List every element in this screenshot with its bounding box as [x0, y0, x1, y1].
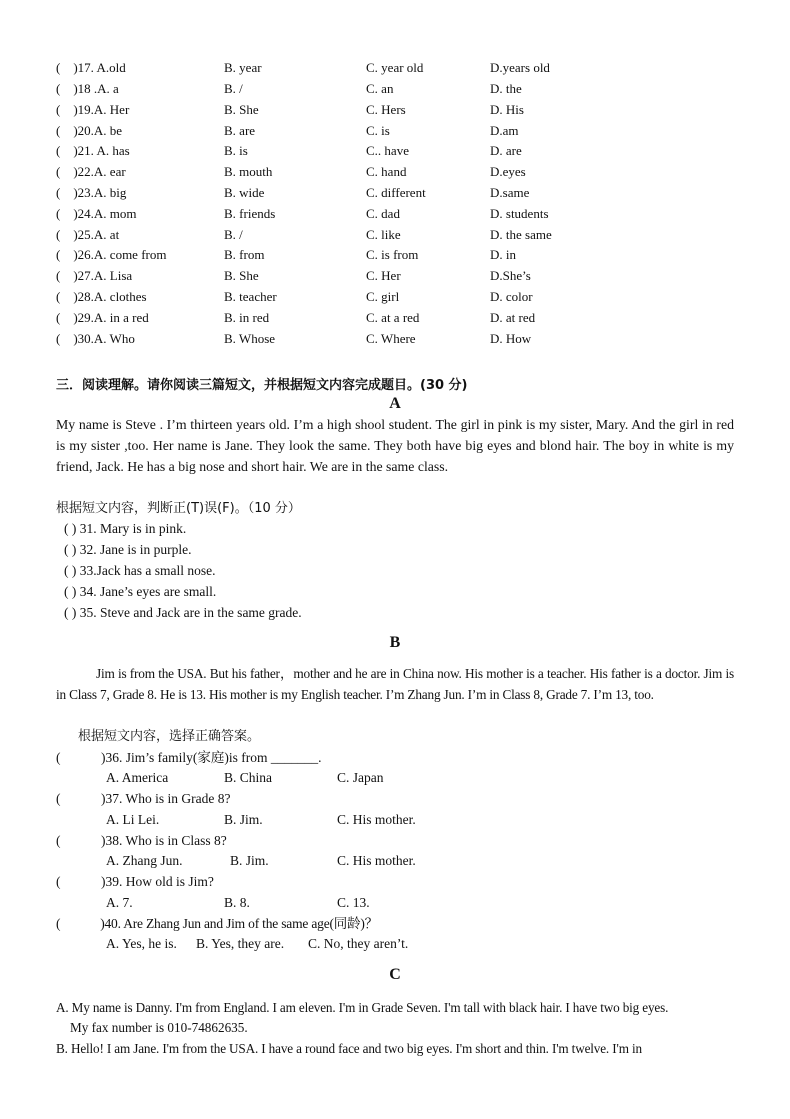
option-b: B. Whose	[224, 331, 276, 346]
option-c: C. Japan	[337, 770, 384, 785]
mc-question: ( )40. Are Zhang Jun and Jim of the same age(同龄)？	[56, 916, 378, 931]
passage-a-label: A	[389, 395, 401, 412]
choice-row	[0, 162, 790, 182]
option-b: B. mouth	[224, 164, 273, 179]
option-c: C. Where	[366, 331, 416, 346]
question-number: ( )22.A. ear	[56, 164, 126, 179]
option-c: C. is from	[366, 247, 419, 262]
choice-row	[0, 245, 790, 265]
tf-question: ( ) 35. Steve and Jack are in the same grade.	[64, 605, 302, 620]
option-b: B. China	[224, 770, 273, 785]
option-c: C. dad	[366, 206, 400, 221]
option-b: B. She	[224, 268, 259, 283]
passage-b-instruction: 根据短文内容，选择正确答案。	[78, 729, 261, 744]
option-c: C. at a red	[366, 310, 420, 325]
choice-row	[0, 58, 790, 78]
option-d: D. the	[490, 81, 522, 96]
tf-question: ( ) 33.Jack has a small nose.	[64, 563, 216, 578]
option-c: C. Her	[366, 268, 401, 283]
mc-question: ( )36. Jim’s family(家庭)is from _______.	[56, 750, 322, 765]
option-b: B. She	[224, 102, 259, 117]
option-b: B. teacher	[224, 289, 277, 304]
option-b: B. /	[224, 227, 243, 242]
option-d: D. color	[490, 289, 533, 304]
option-b: B. Jim.	[224, 812, 263, 827]
passage-c-a-line: A. My name is Danny. I'm from England. I am eleven. I'm in Grade Seven. I'm tall with black hair. I have two big eyes.	[56, 1000, 669, 1015]
question-number: ( )26.A. come from	[56, 247, 167, 262]
option-d: D. are	[490, 143, 522, 158]
option-c: C. girl	[366, 289, 400, 304]
option-c: C. His mother.	[337, 853, 416, 868]
choice-row	[0, 183, 790, 203]
passage-a-instruction: 根据短文内容，判断正(T)误(F)。（10 分）	[56, 501, 301, 516]
choice-row	[0, 329, 790, 349]
option-c: C. different	[366, 185, 426, 200]
choice-row	[0, 141, 790, 161]
option-c: C. Hers	[366, 102, 406, 117]
option-b: B. from	[224, 247, 265, 262]
choice-row	[0, 308, 790, 328]
tf-question: ( ) 32. Jane is in purple.	[64, 542, 192, 557]
option-c: C. like	[366, 227, 401, 242]
option-a: A. Zhang Jun.	[106, 853, 183, 868]
option-c: C. is	[366, 123, 390, 138]
option-b: B. friends	[224, 206, 276, 221]
option-b: B. wide	[224, 185, 265, 200]
choice-row	[0, 121, 790, 141]
choice-row	[0, 100, 790, 120]
option-d: D.years old	[490, 60, 550, 75]
question-number: ( )29.A. in a red	[56, 310, 149, 325]
question-number: ( )21. A. has	[56, 143, 130, 158]
option-c: C.. have	[366, 143, 409, 158]
option-d: D. at red	[490, 310, 536, 325]
option-c: C. 13.	[337, 895, 370, 910]
option-d: D. in	[490, 247, 516, 262]
option-b: B. are	[224, 123, 256, 138]
question-number: ( )24.A. mom	[56, 206, 137, 221]
passage-a-text: My name is Steve . I’m thirteen years old. I’m a high shool student. The girl in pink is my sister, Mary. And the girl in red is my sister ,too. Her name is Jane. They look the same. They both have big eyes and blond hair. The boy in white is my friend, Jack. He has a big nose and short hair. We are in the same class.	[56, 417, 734, 474]
option-d: D.eyes	[490, 164, 526, 179]
option-b: B. /	[224, 81, 243, 96]
tf-question: ( ) 31. Mary is in pink.	[64, 521, 187, 536]
option-a: A. America	[106, 770, 169, 785]
option-b: B. 8.	[224, 895, 250, 910]
option-b: B. year	[224, 60, 262, 75]
option-a: A. Li Lei.	[106, 812, 160, 827]
section-heading: 三．阅读理解。请你阅读三篇短文，并根据短文内容完成题目。(30 分)	[56, 378, 468, 393]
option-c: C. No, they aren’t.	[308, 936, 409, 951]
question-number: ( )17. A.old	[56, 60, 126, 75]
option-a: A. Yes, he is.	[106, 936, 177, 951]
question-number: ( )27.A. Lisa	[56, 268, 133, 283]
option-a: A. 7.	[106, 895, 133, 910]
option-b: B. Yes, they are.	[196, 936, 285, 951]
option-c: C. year old	[366, 60, 424, 75]
passage-b-label: B	[389, 634, 401, 651]
option-b: B. is	[224, 143, 248, 158]
option-d: D.She’s	[490, 268, 531, 283]
option-b: B. Jim.	[230, 853, 269, 868]
question-number: ( )19.A. Her	[56, 102, 130, 117]
choice-row	[0, 79, 790, 99]
question-number: ( )23.A. big	[56, 185, 127, 200]
option-b: B. in red	[224, 310, 270, 325]
option-d: D.same	[490, 185, 530, 200]
choice-row	[0, 266, 790, 286]
passage-c-b-line: B. Hello! I am Jane. I'm from the USA. I have a round face and two big eyes. I'm short and thin. I'm twelve. I'm in	[56, 1041, 642, 1056]
question-number: ( )18 .A. a	[56, 81, 119, 96]
question-number: ( )20.A. be	[56, 123, 123, 138]
question-number: ( )25.A. at	[56, 227, 120, 242]
passage-c-a-line: My fax number is 010-74862635.	[70, 1020, 248, 1035]
tf-question: ( ) 34. Jane’s eyes are small.	[64, 584, 217, 599]
question-number: ( )28.A. clothes	[56, 289, 147, 304]
option-d: D. How	[490, 331, 532, 346]
option-c: C. hand	[366, 164, 407, 179]
choice-row	[0, 225, 790, 245]
choice-row	[0, 204, 790, 224]
mc-question: ( )38. Who is in Class 8?	[56, 833, 227, 848]
option-d: D. the same	[490, 227, 552, 242]
passage-c-label: C	[389, 966, 401, 983]
mc-question: ( )39. How old is Jim?	[56, 874, 214, 889]
passage-b-text: Jim is from the USA. But his father，mother and he are in China now. His mother is a teacher. His father is a doctor. Jim is in Class 7, Grade 8. He is 13. His mother is my English teacher. I’m Zhang Jun. I’m in Class 8, Grade 7. I’m 13, too.	[56, 666, 734, 702]
option-c: C. His mother.	[337, 812, 416, 827]
option-d: D. students	[490, 206, 549, 221]
option-d: D.am	[490, 123, 519, 138]
mc-question: ( )37. Who is in Grade 8?	[56, 791, 231, 806]
question-number: ( )30.A. Who	[56, 331, 135, 346]
choice-row	[0, 287, 790, 307]
option-c: C. an	[366, 81, 394, 96]
option-d: D. His	[490, 102, 524, 117]
